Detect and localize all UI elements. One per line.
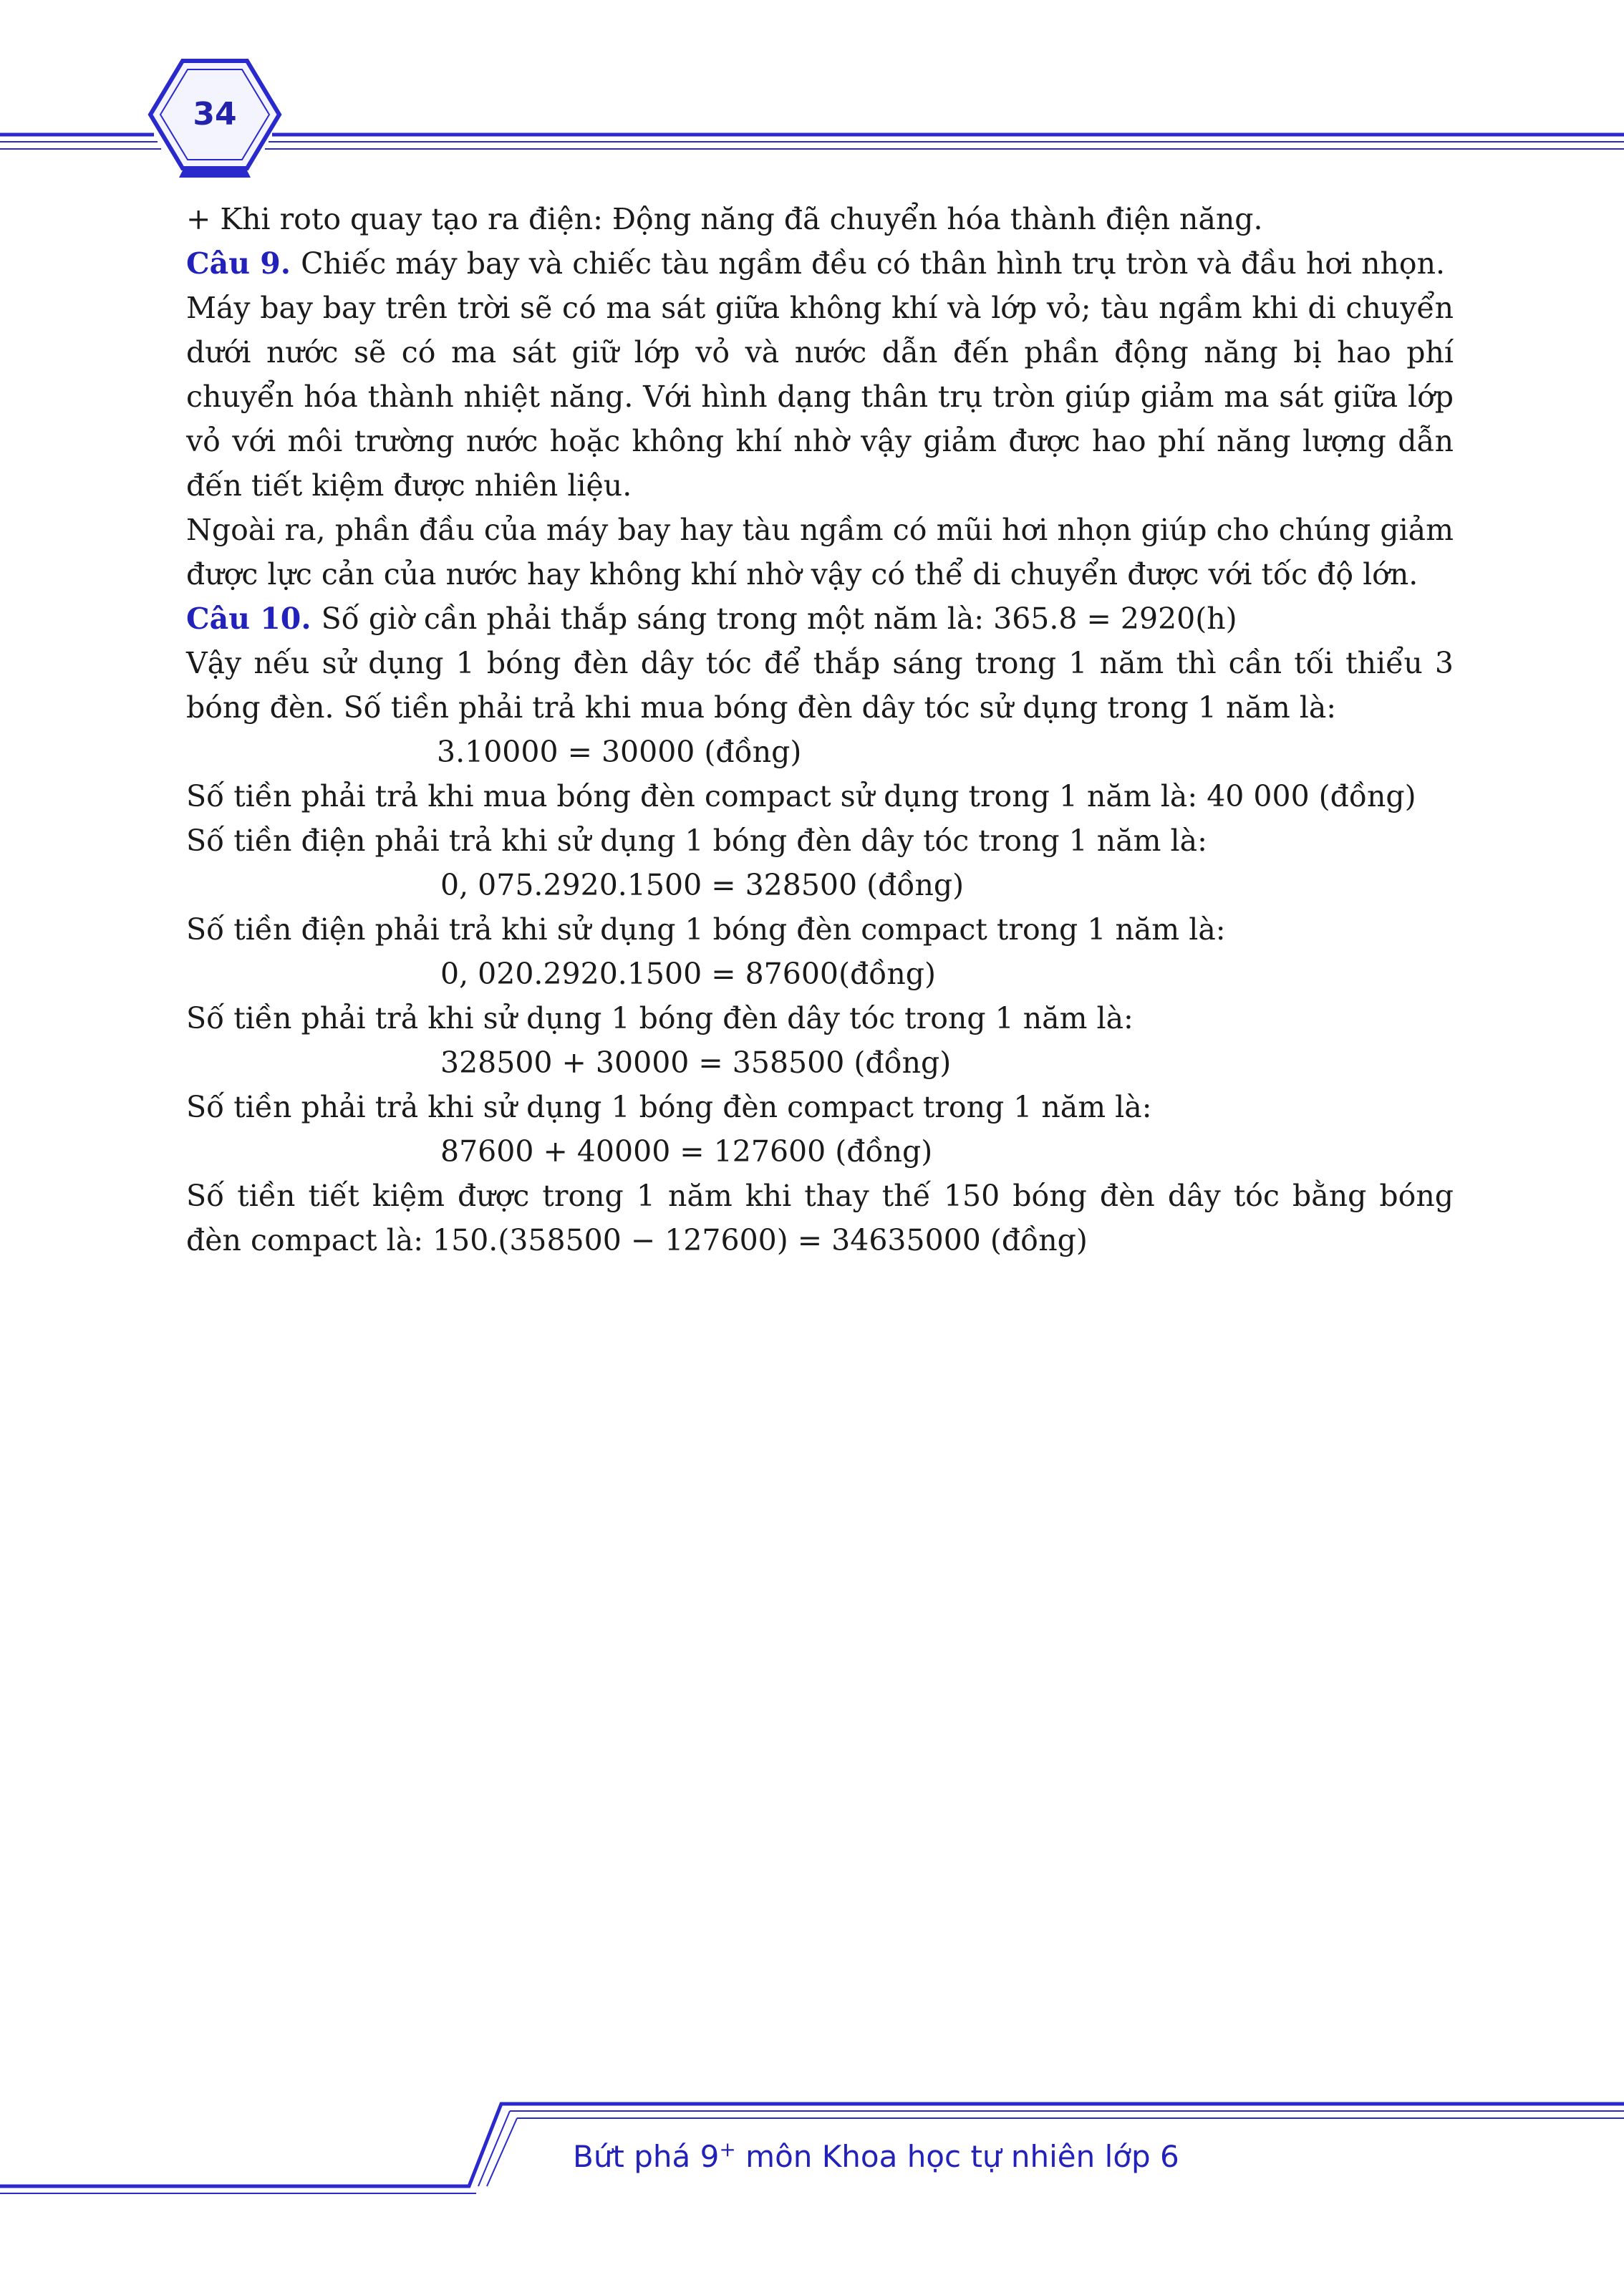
question-10-paragraph: Vậy nếu sử dụng 1 bóng đèn dây tóc để thắp sáng trong 1 năm thì cần tối thiểu 3 bóng đèn. Số tiền phải trả khi mua bóng đèn dây tóc sử dụng trong 1 năm là: <box>186 646 1454 725</box>
question-10-label: Câu 10. <box>186 602 311 636</box>
footer-decoration <box>0 2091 1624 2275</box>
rotor-line: + Khi roto quay tạo ra điện: Động năng đã chuyển hóa thành điện năng. <box>186 202 1263 236</box>
page-content <box>186 197 1454 1262</box>
electric-compact-line: Số tiền điện phải trả khi sử dụng 1 bóng đèn compact trong 1 năm là: <box>186 912 1226 947</box>
electric-incandescent-line: Số tiền điện phải trả khi sử dụng 1 bóng đèn dây tóc trong 1 năm là: <box>186 823 1207 858</box>
equation-1: 3.10000 = 30000 (đồng) <box>437 735 802 769</box>
equation-2: 0, 075.2920.1500 = 328500 (đồng) <box>440 868 965 902</box>
page-number: 34 <box>193 96 237 132</box>
saving-line: Số tiền tiết kiệm được trong 1 năm khi thay thế 150 bóng đèn dây tóc bằng bóng đèn compact là: 150.(358500 − 127600) = 34635000 (đồng) <box>186 1179 1454 1257</box>
question-9-first-line: Câu 9. Chiếc máy bay và chiếc tàu ngầm đều có thân hình trụ tròn và đầu hơi nhọn. <box>186 246 1446 281</box>
question-9-paragraph: Máy bay bay trên trời sẽ có ma sát giữa không khí và lớp vỏ; tàu ngầm khi di chuyển dưới nước sẽ có ma sát giữ lớp vỏ và nước dẫn đến phần động năng bị hao phí chuyển hóa thành nhiệt năng. Với hình dạng thân trụ tròn giúp giảm ma sát giữa lớp vỏ với môi trường nước hoặc không khí nhờ vậy giảm được hao phí năng lượng dẫn đến tiết kiệm được nhiên liệu. <box>186 291 1454 503</box>
equation-3: 0, 020.2920.1500 = 87600(đồng) <box>440 957 936 991</box>
question-9-paragraph-2: Ngoài ra, phần đầu của máy bay hay tàu ngầm có mũi hơi nhọn giúp cho chúng giảm được lực cản của nước hay không khí nhờ vậy có thể di chuyển được với tốc độ lớn. <box>186 513 1454 591</box>
question-9-label: Câu 9. <box>186 246 291 281</box>
question-10-first-line: Câu 10. Số giờ cần phải thắp sáng trong một năm là: 365.8 = 2920(h) <box>186 602 1237 636</box>
equation-4: 328500 + 30000 = 358500 (đồng) <box>440 1045 952 1080</box>
book-title: Bứt phá 9+ môn Khoa học tự nhiên lớp 6 <box>573 2138 1179 2174</box>
compact-buy-line: Số tiền phải trả khi mua bóng đèn compact sử dụng trong 1 năm là: 40 000 (đồng) <box>186 779 1416 813</box>
total-incandescent-line: Số tiền phải trả khi sử dụng 1 bóng đèn dây tóc trong 1 năm là: <box>186 1001 1134 1035</box>
total-compact-line: Số tiền phải trả khi sử dụng 1 bóng đèn compact trong 1 năm là: <box>186 1090 1152 1124</box>
equation-5: 87600 + 40000 = 127600 (đồng) <box>440 1134 933 1169</box>
